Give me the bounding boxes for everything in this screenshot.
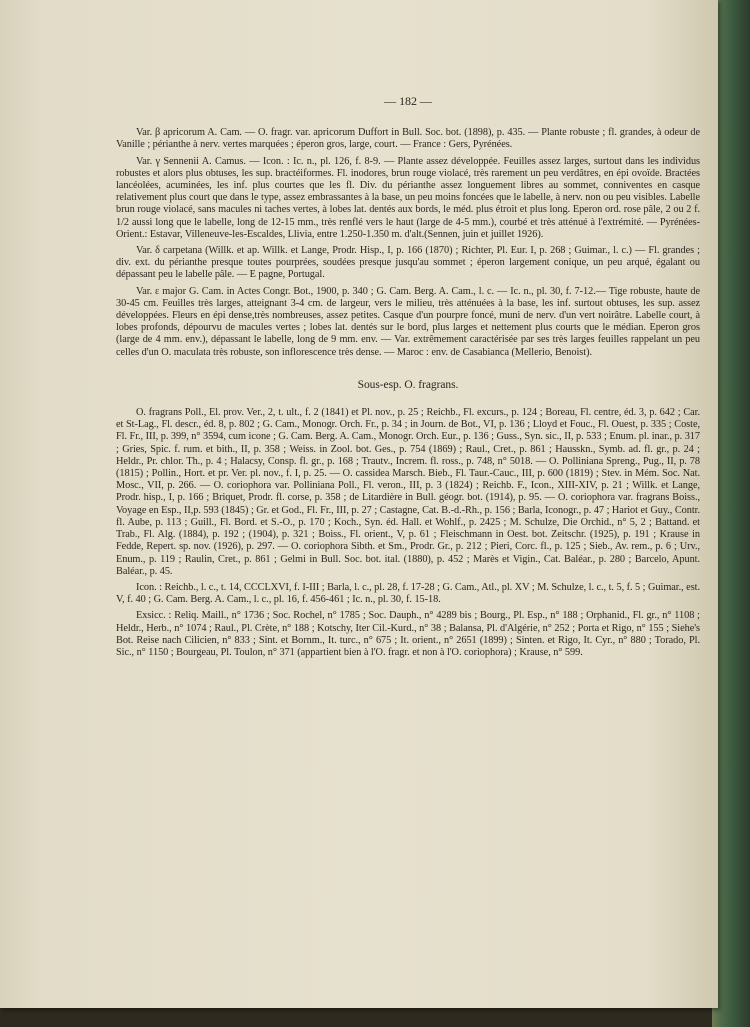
section-heading: Sous-esp. O. fragrans. bbox=[357, 378, 459, 391]
paragraph-synonymy: O. fragrans Poll., El. prov. Ver., 2, t. ult., f. 2 (1841) et Pl. nov., p. 25 ; Reichb., Fl. excurs., p. 124 ; Boreau, Fl. centre, éd. 3, p. 642 ; Car. et St-Lag., Fl. descr., éd. 8, p. 802 ; G. Cam., Monogr. Orch. Fr., p. 34 ; in Journ. de Bot., VI, p. 136 ; Lloyd et Fouc., Fl. Ouest, p. 335 ; Coste, Fl. Fr., III, p. 399, n° 3594, cum icone ; G. Cam. Berg. A. Cam., Monogr. Orch. Eur., p. 136 ; Guss., Syn. sic., II, p. 533 ; Enum. pl. inar., p. 317 ; Gries, Spic. f. rum. et bith., II, p. 358 ; Weiss. in Zool. bot. Ges., p. 754 (1869) ; Raul., Cret., p. 861 ; Hausskn., Symb. ad. fl. gr., p. 24 ; Heldr., Pr. chlor. Th., p. 4 ; Halacsy, Consp. fl. gr., p. 168 ; Trautv., Increm. fl. ross., p. 748, n° 5018. — O. Polliniana Spreng., Pug., II, p. 78 (1815) ; Pollin., Hort. et pr. Ver. pl. nov., f. I, p. 25. — O. cassidea Marsch. Bieb., Fl. Taur.-Cauc., III, p. 600 (1819) ; Stev. in Mém. Soc. Nat. Mosc., VII, p. 266. — O. coriophora var. Polliniana Poll., Fl. veron., III, p. 3 (1824) ; Reichb. F., Icon., XIII-XIV, p. 21 ; Willk. et Lange, Prodr. hisp., I, p. 166 ; Briquet, Prodr. fl. corse, p. 358 ; de Litardière in Bull. géogr. bot. (1914), p. 95. — O. coriophora var. fragrans Boiss., Voyage en Esp., II,p. 593 (1845) ; Gr. et God., Fl. Fr., III, p. 27 ; Castagne, Cat. B.-d.-Rh., p. 156 ; Barla, Iconogr., p. 47 ; Hariot et Guy., Contr. fl. Aube, p. 113 ; Guill., Fl. Bord. et S.-O., p. 170 ; Koch., Syn. éd. Hall. et Wohlf., p. 2425 ; M. Schulze, Die Orchid., n° 5, 2 ; Battand. et Trab., Fl. Alg. (1884), p. 192 ; (1904), p. 321 ; Boiss., Fl. orient., V, p. 61 ; Fleischmann in Oest. bot. Zeitschr. (1925), p. 191 ; Krause in Fedde, Repert. sp. nov. (1926), p. 297. — O. coriophora Sibth. et Sm., Prodr. Gr., p. 212 ; Pieri, Corc. fl., p. 125 ; Sieb., Av. rem., p. 6 ; Urv., Enum., p. 119 ; Raulin, Cret., p. 861 ; Gelmi in Bull. Soc. bot. ital. (1880), p. 452 ; Marès et Vigin., Cat. Baléar., p. 280 ; Barcelo, Apunt. Baléar., p. 45. bbox=[116, 407, 700, 577]
page-number: — 182 — bbox=[384, 94, 432, 108]
paragraph-var-major: Var. ε major G. Cam. in Actes Congr. Bot., 1900, p. 340 ; G. Cam. Berg. A. Cam., l. c. — Ic. n., pl. 30, f. 7-12.— Tige robuste, haute de 30-45 cm. Feuilles très larges, atteignant 3-4 cm. de largeur, vers le milieu, très atténuées à la base, les inf. surtout obtuses, les sup. assez développées. Fleurs en épi dense,très nombreuses, assez petites. Casque d'un pourpre foncé, muni de nerv. d'un vert noirâtre. Labelle court, à lobes profonds, dépourvu de macules vertes ; lobes lat. dentés sur le bord, plus larges et nettement plus courts que le médian. Eperon gros (large de 4 mm. env.), dépassant le labelle, long de 9 mm. env. — Var. extrêmement caractérisée par ses très larges feuilles rappelant un peu celles d'un O. maculata très robuste, son inflorescence très dense. — Maroc : env. de Casabianca (Mellerio, Benoist). bbox=[116, 285, 700, 358]
paragraph-exsicc: Exsicc. : Reliq. Maill., n° 1736 ; Soc. Rochel, n° 1785 ; Soc. Dauph., n° 4289 bis ; Bourg., Pl. Esp., n° 188 ; Orphanid., Fl. gr., n° 1108 ; Heldr., Herb., n° 1074 ; Raul., Pl. Crète, n° 188 ; Kotschy, Iter Cil.-Kurd., n° 38 ; Balansa, Pl. d'Algérie, n° 252 ; Porta et Rigo, n° 155 ; Siehe's Bot. Reise nach Cilicien, n° 833 ; Sint. et Bornm., It. turc., n° 675 ; It. orient., n° 2651 (1899) ; Sinten. et Rigo, It. Cyr., n° 880 ; Torado, Pl. Sic., n° 1150 ; Bourgeau, Pl. Toulon, n° 371 (appartient bien à l'O. fragr. et non à l'O. coriophora) ; Krause, n° 599. bbox=[116, 610, 700, 658]
paragraph-var-sennenii: Var. γ Sennenii A. Camus. — Icon. : Ic. n., pl. 126, f. 8-9. — Plante assez développée. Feuilles assez larges, surtout dans les individus robustes et alors plus obtuses, les sup. bractéiformes. Fl. inodores, brun rouge violacé, très rarement un peu verdâtres, en épi ovoïde. Bractées lancéolées, acuminées, les inf. plus courtes que les fl. Div. du périanthe assez longuement libres au sommet, conniventes en casque relativement plus court que dans le type, assez embrassantes à la base, un peu moins foncées que le labelle, à nerv. non ou peu visibles. Labelle brun rouge violacé, sans macules ni taches vertes, à lobes lat. dentés aux bords, le méd. plus étroit et plus long. Eperon ord. rose pâle, 2 ou 2 f. 1/2 aussi long que le labelle, long de 12-15 mm., très renflé vers le haut (large de 4-5 mm.), courbé et très atténué à l'extrémité. — Pyrénées-Orient.: Estavar, Villeneuve-les-Escaldes, Llivia, entre 1.250-1.350 m. d'alt.(Sennen, juin et juillet 1926). bbox=[116, 155, 700, 240]
paragraph-var-carpetana: Var. δ carpetana (Willk. et ap. Willk. et Lange, Prodr. Hisp., I, p. 166 (1870) ; Richter, Pl. Eur. I, p. 268 ; Guimar., l. c.) — Fl. grandes ; div. ext. du périanthe presque toutes pourprées, soudées presque jusqu'au sommet ; éperon largement conique, un peu arqué, égalant ou dépassant peu le labelle pâle. — E pagne, Portugal. bbox=[116, 245, 700, 281]
page-text-block bbox=[116, 95, 700, 663]
paragraph-icon: Icon. : Reichb., l. c., t. 14, CCCLXVI, f. I-III ; Barla, l. c., pl. 28, f. 17-28 ; G. Cam., Atl., pl. XV ; M. Schulze, l. c., t. 5, f. 5 ; Guimar., est. V, f. 40 ; G. Cam. Berg. A. Cam., l. c., pl. 16, f. 456-461 ; Ic. n., pl. 30, f. 15-18. bbox=[116, 581, 700, 606]
paragraph-var-apricorum: Var. β apricorum A. Cam. — O. fragr. var. apricorum Duffort in Bull. Soc. bot. (1898), p. 435. — Plante robuste ; fl. grandes, à odeur de Vanille ; périanthe à nerv. vertes marquées ; éperon gros, large, court. — France : Gers, Pyrénées. bbox=[116, 127, 700, 151]
